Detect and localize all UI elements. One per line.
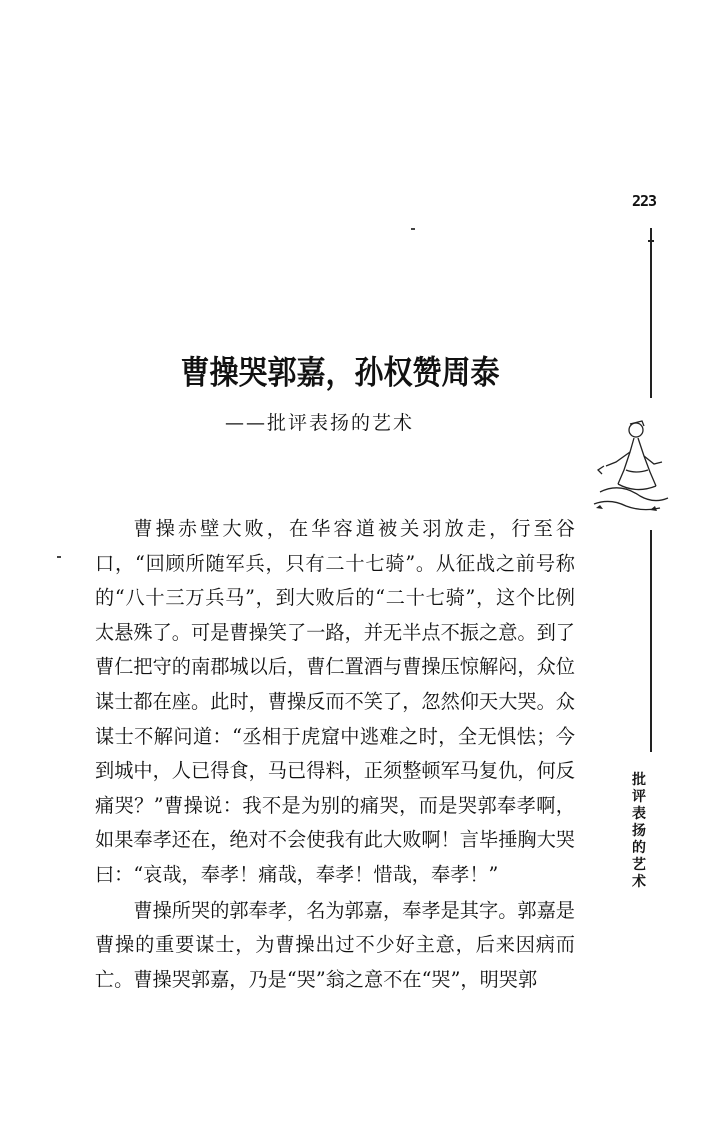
chapter-title: 曹操哭郭嘉，孙权赞周泰: [180, 353, 500, 392]
print-speck: [57, 556, 61, 558]
scholar-illustration: [590, 412, 670, 517]
margin-rule-middle: [650, 530, 652, 752]
print-speck: [411, 228, 415, 230]
margin-rule-top: [650, 228, 652, 398]
running-head: 批评表扬的艺术: [632, 772, 646, 890]
page-number: 223: [632, 192, 657, 210]
paragraph: 曹操所哭的郭奉孝，名为郭嘉，奉孝是其字。郭嘉是曹操的重要谋士，为曹操出过不少好主意，后来因病而亡。曹操哭郭嘉，乃是“哭”翁之意不在“哭”，明哭郭: [95, 898, 575, 991]
body-text: [95, 512, 575, 997]
margin-rule-tick: [648, 240, 654, 242]
chapter-subtitle: ——批评表扬的艺术: [225, 412, 415, 434]
paragraph: 曹操赤壁大败，在华容道被关羽放走，行至谷口，“回顾所随军兵，只有二十七骑”。从征战之前号称的“八十三万兵马”，到大败后的“二十七骑”，这个比例太悬殊了。可是曹操笑了一路，并无半点不振之意。到了曹仁把守的南郡城以后，曹仁置酒与曹操压惊解闷，众位谋士都在座。此时，曹操反而不笑了，忽然仰天大哭。众谋士不解问道：“丞相于虎窟中逃难之时，全无惧怯；今到城中，人已得食，马已得料，正须整顿军马复仇，何反痛哭？”曹操说：我不是为别的痛哭，而是哭郭奉孝啊，如果奉孝还在，绝对不会使我有此大败啊！言毕捶胸大哭曰：“哀哉，奉孝！痛哉，奉孝！惜哉，奉孝！”: [95, 517, 575, 886]
